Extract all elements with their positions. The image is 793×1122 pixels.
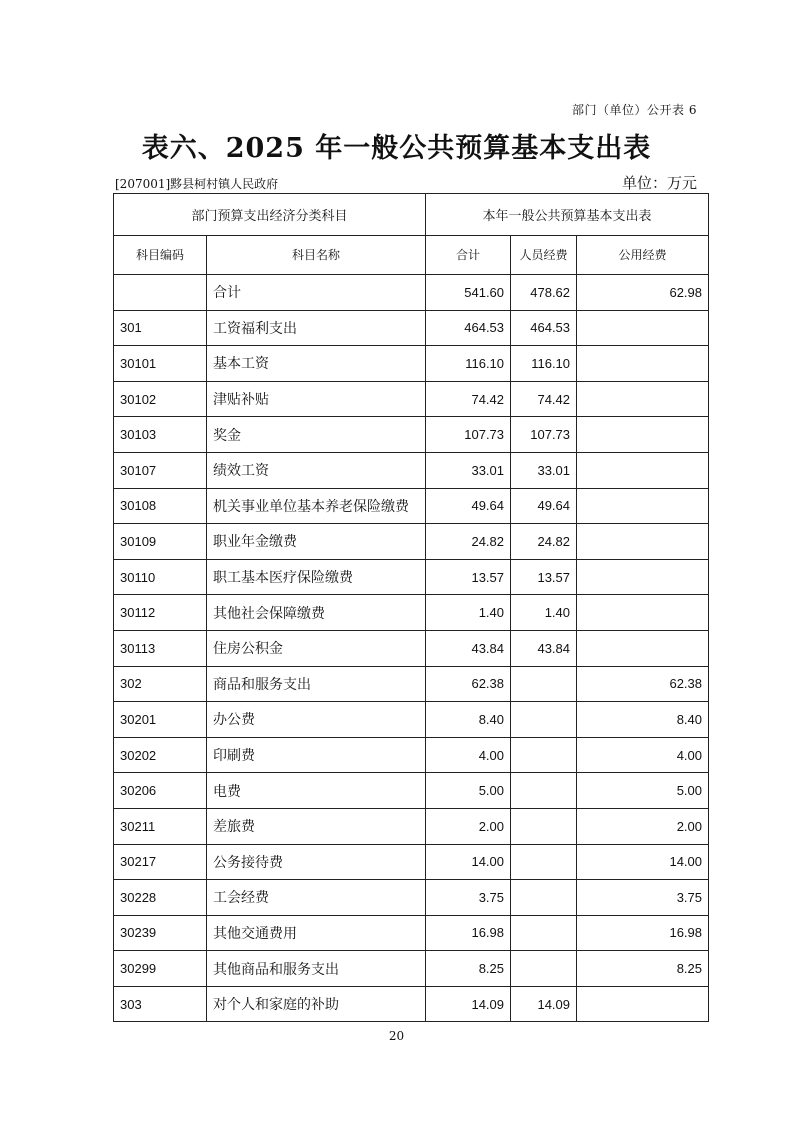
- cell-code: 30110: [114, 559, 207, 595]
- cell-name: 其他社会保障缴费: [207, 595, 426, 631]
- cell-code: 30206: [114, 773, 207, 809]
- cell-personnel: 24.82: [511, 524, 577, 560]
- cell-total: 8.25: [426, 951, 511, 987]
- cell-public: 4.00: [577, 737, 709, 773]
- cell-code: [114, 275, 207, 311]
- table-row: [114, 524, 709, 560]
- cell-total: 62.38: [426, 666, 511, 702]
- cell-name: 基本工资: [207, 346, 426, 382]
- cell-public: 62.38: [577, 666, 709, 702]
- col-header-personnel: 人员经费: [511, 236, 577, 275]
- cell-personnel: 464.53: [511, 310, 577, 346]
- cell-personnel: [511, 702, 577, 738]
- cell-name: 商品和服务支出: [207, 666, 426, 702]
- cell-code: 30228: [114, 880, 207, 916]
- cell-personnel: [511, 773, 577, 809]
- table-row: [114, 452, 709, 488]
- cell-name: 工会经费: [207, 880, 426, 916]
- cell-name: 印刷费: [207, 737, 426, 773]
- cell-public: [577, 524, 709, 560]
- group-header-right: 本年一般公共预算基本支出表: [426, 194, 709, 236]
- cell-personnel: 107.73: [511, 417, 577, 453]
- cell-name: 公务接待费: [207, 844, 426, 880]
- table-row: [114, 951, 709, 987]
- cell-public: [577, 452, 709, 488]
- organization-label: [207001]黟县柯村镇人民政府: [115, 177, 279, 191]
- table-row: [114, 666, 709, 702]
- table-row: [114, 915, 709, 951]
- cell-public: [577, 310, 709, 346]
- table-row: [114, 630, 709, 666]
- cell-personnel: [511, 844, 577, 880]
- cell-public: 8.40: [577, 702, 709, 738]
- cell-total: 43.84: [426, 630, 511, 666]
- cell-public: 16.98: [577, 915, 709, 951]
- cell-total: 16.98: [426, 915, 511, 951]
- cell-code: 30109: [114, 524, 207, 560]
- cell-code: 30201: [114, 702, 207, 738]
- cell-name: 住房公积金: [207, 630, 426, 666]
- budget-table: [113, 193, 709, 1022]
- cell-personnel: [511, 880, 577, 916]
- cell-name: 奖金: [207, 417, 426, 453]
- cell-public: [577, 595, 709, 631]
- cell-public: 5.00: [577, 773, 709, 809]
- cell-code: 30102: [114, 381, 207, 417]
- cell-total: 107.73: [426, 417, 511, 453]
- cell-total: 8.40: [426, 702, 511, 738]
- cell-public: 3.75: [577, 880, 709, 916]
- page-title: 表六、2025 年一般公共预算基本支出表: [141, 133, 652, 164]
- cell-public: [577, 630, 709, 666]
- cell-name: 职业年金缴费: [207, 524, 426, 560]
- table-row: [114, 381, 709, 417]
- cell-code: 30108: [114, 488, 207, 524]
- table-row: [114, 595, 709, 631]
- cell-public: [577, 986, 709, 1022]
- table-row: [114, 310, 709, 346]
- table-row: [114, 880, 709, 916]
- cell-code: 303: [114, 986, 207, 1022]
- cell-public: 8.25: [577, 951, 709, 987]
- cell-personnel: 49.64: [511, 488, 577, 524]
- table-row: [114, 773, 709, 809]
- cell-code: 30113: [114, 630, 207, 666]
- cell-total: 24.82: [426, 524, 511, 560]
- cell-personnel: 33.01: [511, 452, 577, 488]
- table-row: [114, 808, 709, 844]
- unit-label: 单位：万元: [621, 174, 697, 192]
- table-row: [114, 702, 709, 738]
- table-row: [114, 417, 709, 453]
- cell-public: [577, 488, 709, 524]
- cell-total: 14.00: [426, 844, 511, 880]
- cell-total: 13.57: [426, 559, 511, 595]
- cell-total: 49.64: [426, 488, 511, 524]
- col-header-name: 科目名称: [207, 236, 426, 275]
- table-row: [114, 844, 709, 880]
- cell-name: 工资福利支出: [207, 310, 426, 346]
- cell-personnel: [511, 951, 577, 987]
- cell-personnel: 74.42: [511, 381, 577, 417]
- cell-code: 30112: [114, 595, 207, 631]
- cell-personnel: 116.10: [511, 346, 577, 382]
- cell-code: 30239: [114, 915, 207, 951]
- cell-code: 30211: [114, 808, 207, 844]
- table-row: [114, 488, 709, 524]
- group-header-left: 部门预算支出经济分类科目: [114, 194, 426, 236]
- cell-personnel: [511, 808, 577, 844]
- cell-name: 绩效工资: [207, 452, 426, 488]
- cell-name: 其他交通费用: [207, 915, 426, 951]
- cell-personnel: [511, 666, 577, 702]
- cell-name: 职工基本医疗保险缴费: [207, 559, 426, 595]
- cell-code: 30299: [114, 951, 207, 987]
- cell-code: 30101: [114, 346, 207, 382]
- table-row: [114, 559, 709, 595]
- table-row: [114, 986, 709, 1022]
- table-row: [114, 346, 709, 382]
- page-number: 20: [388, 1029, 405, 1043]
- cell-public: [577, 417, 709, 453]
- cell-total: 33.01: [426, 452, 511, 488]
- cell-code: 30217: [114, 844, 207, 880]
- cell-personnel: 478.62: [511, 275, 577, 311]
- cell-public: 14.00: [577, 844, 709, 880]
- cell-public: 2.00: [577, 808, 709, 844]
- cell-total: 74.42: [426, 381, 511, 417]
- cell-public: 62.98: [577, 275, 709, 311]
- cell-code: 30107: [114, 452, 207, 488]
- cell-name: 津贴补贴: [207, 381, 426, 417]
- cell-name: 办公费: [207, 702, 426, 738]
- cell-total: 3.75: [426, 880, 511, 916]
- cell-personnel: 13.57: [511, 559, 577, 595]
- cell-code: 30202: [114, 737, 207, 773]
- cell-public: [577, 346, 709, 382]
- table-row: [114, 275, 709, 311]
- col-header-total: 合计: [426, 236, 511, 275]
- cell-public: [577, 559, 709, 595]
- cell-public: [577, 381, 709, 417]
- cell-code: 301: [114, 310, 207, 346]
- col-header-public: 公用经费: [577, 236, 709, 275]
- cell-name: 差旅费: [207, 808, 426, 844]
- cell-total: 464.53: [426, 310, 511, 346]
- table-body: [114, 275, 709, 1022]
- cell-personnel: 14.09: [511, 986, 577, 1022]
- cell-name: 电费: [207, 773, 426, 809]
- cell-total: 541.60: [426, 275, 511, 311]
- cell-total: 1.40: [426, 595, 511, 631]
- cell-total: 2.00: [426, 808, 511, 844]
- cell-code: 30103: [114, 417, 207, 453]
- cell-total: 14.09: [426, 986, 511, 1022]
- cell-personnel: [511, 915, 577, 951]
- cell-name: 其他商品和服务支出: [207, 951, 426, 987]
- cell-name: 对个人和家庭的补助: [207, 986, 426, 1022]
- cell-personnel: [511, 737, 577, 773]
- cell-personnel: 43.84: [511, 630, 577, 666]
- cell-total: 4.00: [426, 737, 511, 773]
- table-row: [114, 737, 709, 773]
- cell-name: 机关事业单位基本养老保险缴费: [207, 488, 426, 524]
- cell-total: 5.00: [426, 773, 511, 809]
- cell-code: 302: [114, 666, 207, 702]
- cell-personnel: 1.40: [511, 595, 577, 631]
- table-tag: 部门（单位）公开表 6: [572, 103, 697, 117]
- cell-total: 116.10: [426, 346, 511, 382]
- cell-name: 合计: [207, 275, 426, 311]
- col-header-code: 科目编码: [114, 236, 207, 275]
